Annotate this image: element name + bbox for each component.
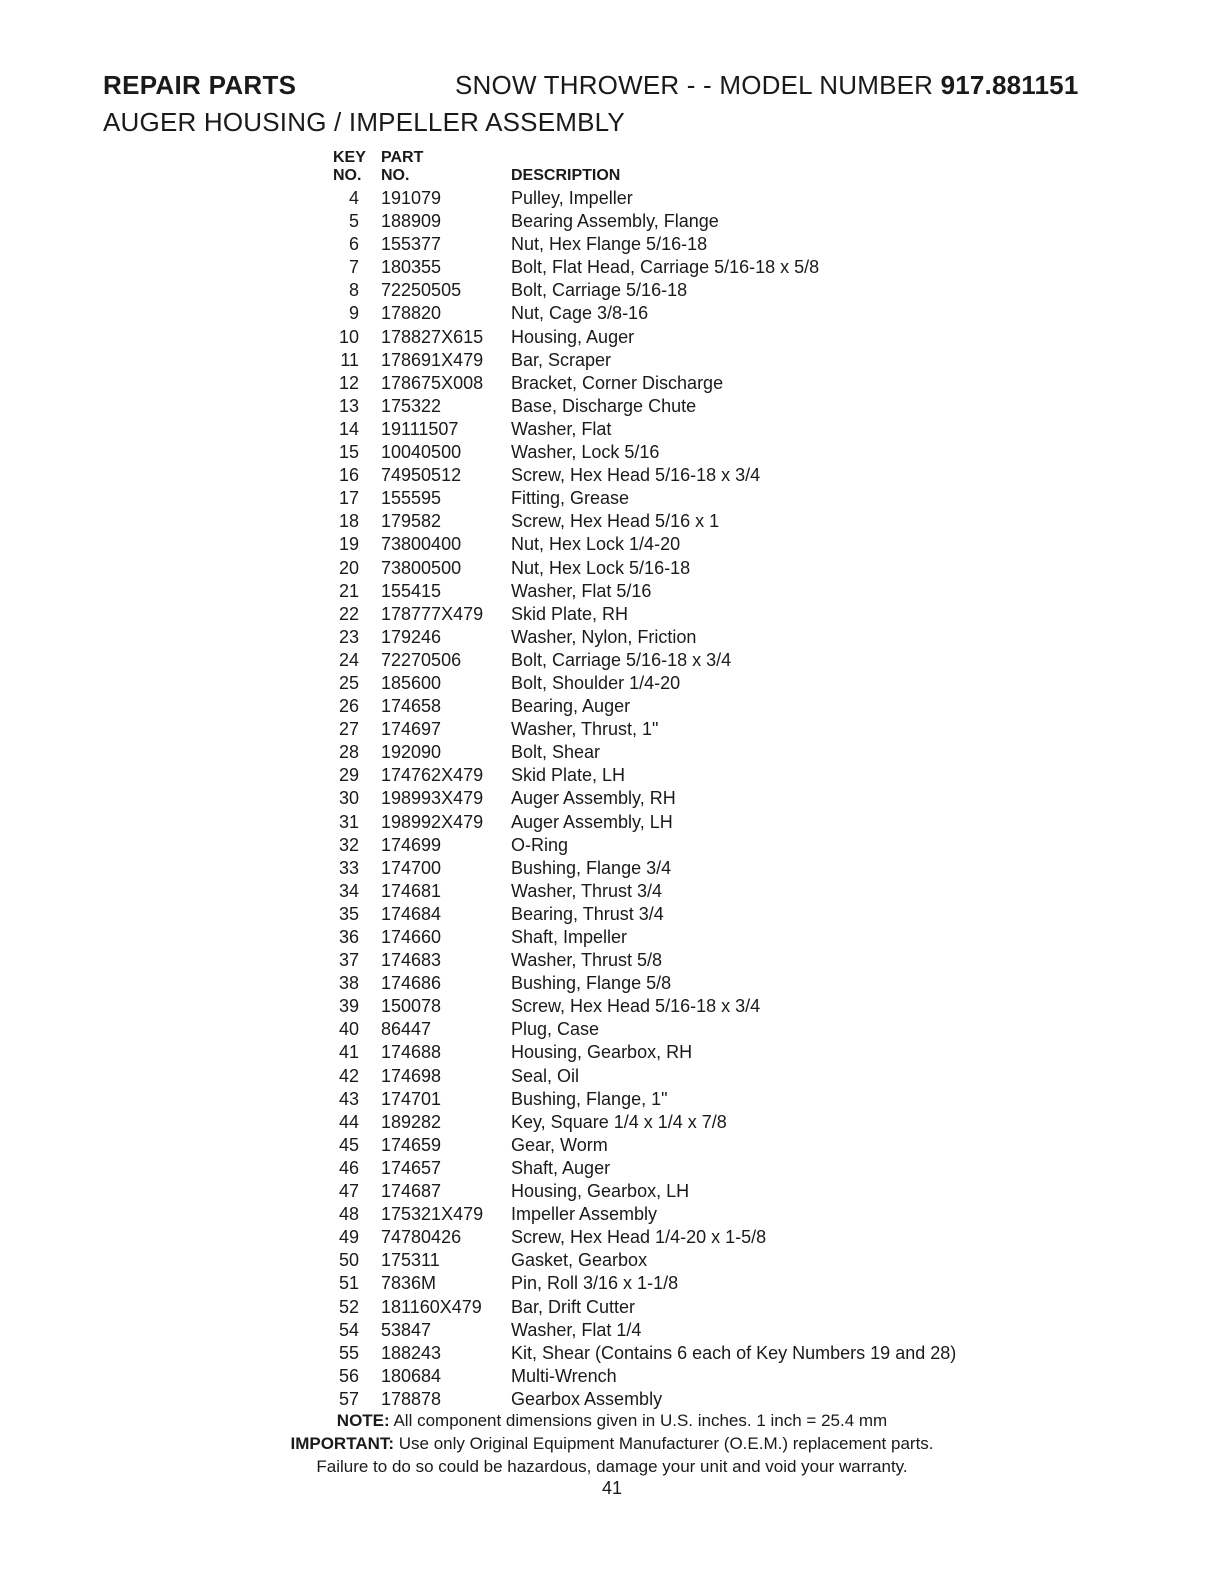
key-number: 23 [338, 626, 359, 647]
part-description: Base, Discharge Chute [511, 395, 697, 416]
part-description: Bearing, Auger [511, 696, 631, 717]
key-number: 57 [338, 1388, 359, 1409]
important-line [0, 1432, 1224, 1455]
key-number: 41 [338, 1042, 359, 1063]
part-number: 74950512 [381, 465, 462, 486]
part-number: 174699 [381, 834, 442, 855]
table-row [333, 279, 1013, 302]
key-number: 18 [338, 511, 359, 532]
part-number: 174762X479 [381, 765, 484, 786]
part-number: 175321X479 [381, 1204, 484, 1225]
page-number: 41 [601, 1478, 623, 1498]
table-row [333, 372, 1013, 395]
key-number: 40 [338, 1019, 359, 1040]
key-number: 16 [338, 465, 359, 486]
table-row [333, 926, 1013, 949]
assembly-title: AUGER HOUSING / IMPELLER ASSEMBLY [103, 107, 625, 137]
part-number: 198993X479 [381, 788, 484, 809]
part-number: 180684 [381, 1365, 442, 1386]
key-number: 28 [338, 742, 359, 763]
part-number: 178777X479 [381, 603, 484, 624]
page-header [103, 70, 1133, 138]
part-description: Washer, Thrust 5/8 [511, 950, 663, 971]
table-row [333, 626, 1013, 649]
part-description: Multi-Wrench [511, 1365, 617, 1386]
table-row [333, 649, 1013, 672]
part-number: 191079 [381, 188, 442, 208]
model-number: 917.881151 [940, 70, 1079, 100]
table-row [333, 1065, 1013, 1088]
parts-table [333, 187, 1013, 1411]
part-description: Washer, Thrust, 1" [511, 719, 659, 740]
part-description: Housing, Gearbox, LH [511, 1181, 690, 1202]
table-row [333, 811, 1013, 834]
part-description: Pulley, Impeller [511, 188, 633, 208]
key-number: 32 [338, 834, 359, 855]
key-header-bottom: NO. [333, 167, 362, 184]
table-row [333, 1203, 1013, 1226]
table-row [333, 1018, 1013, 1041]
key-number: 38 [338, 973, 359, 994]
table-row [333, 187, 1013, 210]
key-number: 21 [338, 580, 359, 601]
part-number: 73800400 [381, 534, 462, 555]
part-description: Washer, Flat [511, 418, 612, 439]
part-description: Screw, Hex Head 1/4-20 x 1-5/8 [511, 1227, 767, 1248]
part-description: Nut, Cage 3/8-16 [511, 303, 649, 324]
part-number: 174658 [381, 696, 442, 717]
part-description: Gearbox Assembly [511, 1388, 663, 1409]
table-row [333, 533, 1013, 556]
part-number: 174687 [381, 1181, 442, 1202]
key-number: 22 [338, 603, 359, 624]
key-number: 20 [338, 557, 359, 578]
table-row [333, 418, 1013, 441]
table-row [333, 233, 1013, 256]
part-number: 150078 [381, 996, 442, 1017]
table-row [333, 487, 1013, 510]
part-number: 174660 [381, 927, 442, 947]
key-header-top: KEY [333, 149, 366, 166]
part-description: O-Ring [511, 834, 569, 855]
key-number: 37 [338, 950, 359, 971]
table-row [333, 441, 1013, 464]
key-number: 51 [338, 1273, 359, 1294]
key-number: 43 [338, 1088, 359, 1109]
table-row [333, 302, 1013, 325]
part-description: Screw, Hex Head 5/16-18 x 3/4 [511, 465, 761, 486]
important-label: IMPORTANT: [290, 1434, 395, 1453]
key-number: 13 [338, 395, 359, 416]
part-number: 178878 [381, 1388, 442, 1409]
part-description: Skid Plate, RH [511, 603, 629, 624]
part-number: 174681 [381, 880, 442, 901]
part-number: 86447 [381, 1019, 432, 1040]
part-number: 174688 [381, 1042, 442, 1063]
part-number: 198992X479 [381, 811, 484, 832]
key-number: 9 [348, 303, 359, 324]
table-row [333, 464, 1013, 487]
table-row [333, 1388, 1013, 1411]
table-row [333, 510, 1013, 533]
part-description: Washer, Flat 5/16 [511, 580, 652, 601]
table-row [333, 695, 1013, 718]
part-description: Bolt, Shoulder 1/4-20 [511, 672, 681, 693]
part-header-bottom: NO. [381, 167, 410, 184]
key-number: 4 [348, 188, 359, 208]
part-number: 179246 [381, 626, 442, 647]
table-row [333, 972, 1013, 995]
key-number: 8 [348, 280, 359, 301]
key-number: 48 [338, 1204, 359, 1225]
part-description: Washer, Thrust 3/4 [511, 880, 663, 901]
key-number: 34 [338, 880, 359, 901]
notes [0, 1409, 1224, 1478]
key-number: 33 [338, 857, 359, 878]
key-number: 7 [348, 257, 359, 278]
part-number: 53847 [381, 1319, 432, 1340]
part-description: Auger Assembly, LH [511, 811, 673, 832]
part-number: 188243 [381, 1342, 442, 1363]
key-number: 19 [338, 534, 359, 555]
part-description: Bearing Assembly, Flange [511, 211, 719, 232]
key-number: 17 [338, 488, 359, 509]
table-row [333, 764, 1013, 787]
table-row [333, 1249, 1013, 1272]
part-description: Washer, Lock 5/16 [511, 442, 660, 463]
part-number: 178827X615 [381, 326, 484, 347]
key-number: 26 [338, 696, 359, 717]
key-number: 39 [338, 996, 359, 1017]
part-number: 174701 [381, 1088, 442, 1109]
part-description: Bolt, Flat Head, Carriage 5/16-18 x 5/8 [511, 257, 820, 278]
table-row [333, 949, 1013, 972]
part-number: 178691X479 [381, 349, 484, 370]
part-description: Nut, Hex Lock 1/4-20 [511, 534, 681, 555]
key-number: 30 [338, 788, 359, 809]
part-number: 19111507 [381, 418, 459, 439]
table-row [333, 1272, 1013, 1295]
parts-table-body [333, 187, 1013, 1411]
part-number: 178820 [381, 303, 442, 324]
part-description: Bolt, Carriage 5/16-18 x 3/4 [511, 649, 732, 670]
key-number: 49 [338, 1227, 359, 1248]
table-row [333, 1365, 1013, 1388]
part-description: Bracket, Corner Discharge [511, 372, 724, 393]
part-description: Gasket, Gearbox [511, 1250, 648, 1271]
key-number: 36 [338, 927, 359, 947]
part-number: 175322 [381, 395, 442, 416]
table-row [333, 557, 1013, 580]
part-number: 155377 [381, 234, 442, 255]
table-row [333, 256, 1013, 279]
key-number: 5 [348, 211, 359, 232]
table-row [333, 210, 1013, 233]
part-number: 179582 [381, 511, 442, 532]
part-description: Auger Assembly, RH [511, 788, 676, 809]
table-row [333, 1088, 1013, 1111]
product-label: SNOW THROWER - - MODEL NUMBER [455, 70, 941, 100]
key-number: 35 [338, 903, 359, 924]
part-number: 174697 [381, 719, 442, 740]
part-number: 174683 [381, 950, 442, 971]
part-number: 180355 [381, 257, 442, 278]
table-row [333, 1157, 1013, 1180]
table-row [333, 1041, 1013, 1064]
key-number: 50 [338, 1250, 359, 1271]
part-number: 10040500 [381, 442, 462, 463]
description-header: DESCRIPTION [511, 167, 621, 184]
table-row [333, 1111, 1013, 1134]
table-row [333, 1180, 1013, 1203]
part-description: Bar, Drift Cutter [511, 1296, 636, 1317]
part-description: Screw, Hex Head 5/16 x 1 [511, 511, 720, 532]
key-number: 24 [338, 649, 359, 670]
table-row [333, 880, 1013, 903]
table-row [333, 787, 1013, 810]
part-description: Bushing, Flange 3/4 [511, 857, 672, 878]
key-number: 6 [348, 234, 359, 255]
part-number: 73800500 [381, 557, 462, 578]
part-number: 155595 [381, 488, 442, 509]
part-number: 72270506 [381, 649, 462, 670]
note-line [0, 1409, 1224, 1432]
key-number: 45 [338, 1134, 359, 1155]
part-number: 174684 [381, 903, 442, 924]
note-label: NOTE: [336, 1411, 390, 1430]
table-row [333, 1342, 1013, 1365]
part-number: 174686 [381, 973, 442, 994]
part-description: Bolt, Carriage 5/16-18 [511, 280, 688, 301]
part-description: Kit, Shear (Contains 6 each of Key Numbers 19 and 28) [511, 1342, 957, 1363]
part-description: Impeller Assembly [511, 1204, 658, 1225]
title-row [103, 70, 1133, 101]
key-number: 47 [338, 1181, 359, 1202]
table-row [333, 672, 1013, 695]
table-row [333, 741, 1013, 764]
key-number: 55 [338, 1342, 359, 1363]
key-number: 54 [338, 1319, 359, 1340]
part-description: Nut, Hex Flange 5/16-18 [511, 234, 708, 255]
part-number: 174698 [381, 1065, 442, 1086]
key-number: 44 [338, 1111, 359, 1132]
table-row [333, 718, 1013, 741]
key-number: 27 [338, 719, 359, 740]
key-number: 29 [338, 765, 359, 786]
table-row [333, 395, 1013, 418]
part-number: 155415 [381, 580, 442, 601]
part-description: Key, Square 1/4 x 1/4 x 7/8 [511, 1111, 727, 1132]
part-description: Skid Plate, LH [511, 765, 626, 786]
part-description: Bearing, Thrust 3/4 [511, 903, 664, 924]
important-text: Use only Original Equipment Manufacturer (O.E.M.) replacement parts. [394, 1434, 934, 1453]
table-row [333, 834, 1013, 857]
key-number: 12 [338, 372, 359, 393]
part-description: Screw, Hex Head 5/16-18 x 3/4 [511, 996, 761, 1017]
part-description: Bar, Scraper [511, 349, 612, 370]
section-title: REPAIR PARTS [103, 70, 297, 100]
part-description: Shaft, Impeller [511, 927, 628, 947]
part-number: 181160X479 [381, 1296, 482, 1317]
part-number: 185600 [381, 672, 442, 693]
part-number: 72250505 [381, 280, 462, 301]
part-number: 74780426 [381, 1227, 462, 1248]
table-row [333, 603, 1013, 626]
part-description: Washer, Nylon, Friction [511, 626, 697, 647]
part-number: 188909 [381, 211, 442, 232]
note-text: All component dimensions given in U.S. inches. 1 inch = 25.4 mm [389, 1411, 888, 1430]
key-number: 31 [338, 811, 359, 832]
part-number: 174700 [381, 857, 442, 878]
part-description: Plug, Case [511, 1019, 600, 1040]
part-description: Gear, Worm [511, 1134, 608, 1155]
key-number: 52 [338, 1296, 359, 1317]
warning-line: Failure to do so could be hazardous, damage your unit and void your warranty. [316, 1457, 908, 1476]
key-number: 11 [340, 349, 359, 370]
part-number: 175311 [381, 1250, 440, 1271]
part-number: 189282 [381, 1111, 442, 1132]
table-row [333, 1226, 1013, 1249]
table-row [333, 1134, 1013, 1157]
table-row [333, 857, 1013, 880]
part-description: Nut, Hex Lock 5/16-18 [511, 557, 691, 578]
part-description: Seal, Oil [511, 1065, 580, 1086]
key-number: 56 [338, 1365, 359, 1386]
part-header-top: PART [381, 149, 424, 166]
key-number: 46 [338, 1157, 359, 1178]
key-number: 14 [338, 418, 359, 439]
part-description: Shaft, Auger [511, 1157, 611, 1178]
table-row [333, 995, 1013, 1018]
part-description: Housing, Gearbox, RH [511, 1042, 693, 1063]
part-number: 174657 [381, 1157, 442, 1178]
product-title [455, 70, 1079, 101]
table-row [333, 326, 1013, 349]
key-number: 42 [338, 1065, 359, 1086]
part-number: 192090 [381, 742, 442, 763]
key-number: 25 [338, 672, 359, 693]
part-description: Pin, Roll 3/16 x 1-1/8 [511, 1273, 679, 1294]
part-description: Bolt, Shear [511, 742, 601, 763]
part-description: Housing, Auger [511, 326, 635, 347]
table-row [333, 580, 1013, 603]
part-number: 178675X008 [381, 372, 484, 393]
table-row [333, 349, 1013, 372]
part-description: Fitting, Grease [511, 488, 630, 509]
part-number: 7836M [381, 1273, 437, 1294]
table-row [333, 1319, 1013, 1342]
key-number: 15 [338, 442, 359, 463]
part-number: 174659 [381, 1134, 442, 1155]
table-row [333, 903, 1013, 926]
part-description: Bushing, Flange 5/8 [511, 973, 672, 994]
key-number: 10 [338, 326, 359, 347]
table-row [333, 1296, 1013, 1319]
part-description: Washer, Flat 1/4 [511, 1319, 642, 1340]
part-description: Bushing, Flange, 1" [511, 1088, 668, 1109]
